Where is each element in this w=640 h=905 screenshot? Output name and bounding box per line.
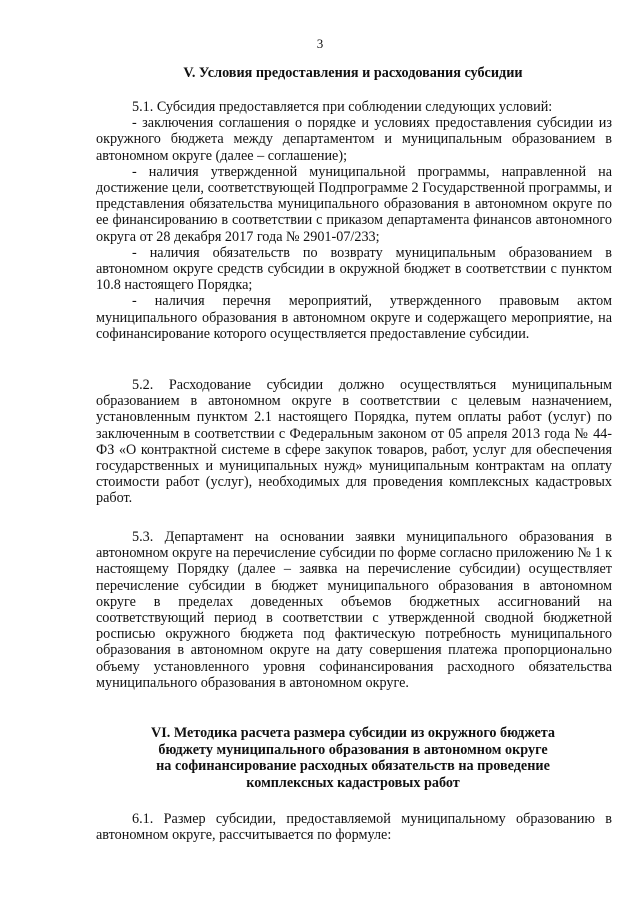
section-6-title <box>96 725 610 791</box>
paragraph-5-2: 5.2. Расходование субсидии должно осуществляться муниципальным образованием в автономном округе в соответствии с целевым назначением, установленным пунктом 2.1 настоящего Порядка, путем оплаты работ (услуг) по заключенным в соответствии с Федеральным законом от 05 апреля 2013 года № 44-ФЗ «О контрактной системе в сфере закупок товаров, работ, услуг для обеспечения государственных и муниципальных нужд» муниципальным контрактам на оплату стоимости работ (услуг), необходимых для проведения комплексных кадастровых работ. <box>96 377 612 507</box>
paragraph-5-1-intro: 5.1. Субсидия предоставляется при соблюдении следующих условий: <box>132 99 553 115</box>
paragraph-6-1: 6.1. Размер субсидии, предоставляемой муниципальному образованию в автономном округе, рассчитывается по формуле: <box>96 811 612 844</box>
section-6-title-line: комплексных кадастровых работ <box>246 774 460 791</box>
section-6-title-line: VI. Методика расчета размера субсидии из окружного бюджета <box>150 725 555 741</box>
section-5-title: V. Условия предоставления и расходования субсидии <box>183 65 523 81</box>
condition-item: - заключения соглашения о порядке и условиях предоставления субсидии из окружного бюджета между департаментом и муниципальным образованием в автономном округе (далее – соглашение); <box>96 115 612 164</box>
section-5-1 <box>96 99 612 342</box>
paragraph-5-3: 5.3. Департамент на основании заявки муниципального образования в автономном округе на перечисление субсидии по форме согласно приложению № 1 к настоящему Порядку (далее – заявка на перечисление субсидии) осуществляет перечисление субсидии в бюджет муниципального образования в автономном округе в пределах доведенных объемов бюджетных ассигнований на соответствующий период в соответствии с утвержденной сводной бюджетной росписью окружного бюджета под фактическую потребность муниципального образования в автономном округе на дату совершения платежа пропорционально объему установленного уровня софинансирования расходного обязательства муниципального образования в автономном округе. <box>96 529 612 691</box>
condition-item: - наличия обязательств по возврату муниципальным образованием в автономном округе средств субсидии в окружной бюджет в соответствии с пунктом 10.8 настоящего Порядка; <box>96 244 612 294</box>
condition-item: - наличия перечня мероприятий, утвержденного правовым актом муниципального образования в автономном округе и содержащего мероприятие, на софинансирование которого осуществляется предоставление субсидии. <box>96 293 612 342</box>
section-6-title-line: бюджету муниципального образования в автономном округе <box>158 741 548 758</box>
condition-item: - наличия утвержденной муниципальной программы, направленной на достижение цели, соответствующей Подпрограмме 2 Государственной программы, и представления обязательства муниципального образования в автономном округе по ее финансированию в соответствии с приказом департамента финансов автономного округа от 28 декабря 2017 года № 2901-07/233; <box>96 163 612 245</box>
page-number: 3 <box>316 36 324 51</box>
section-6-title-line: на софинансирование расходных обязательств на проведение <box>156 758 550 775</box>
